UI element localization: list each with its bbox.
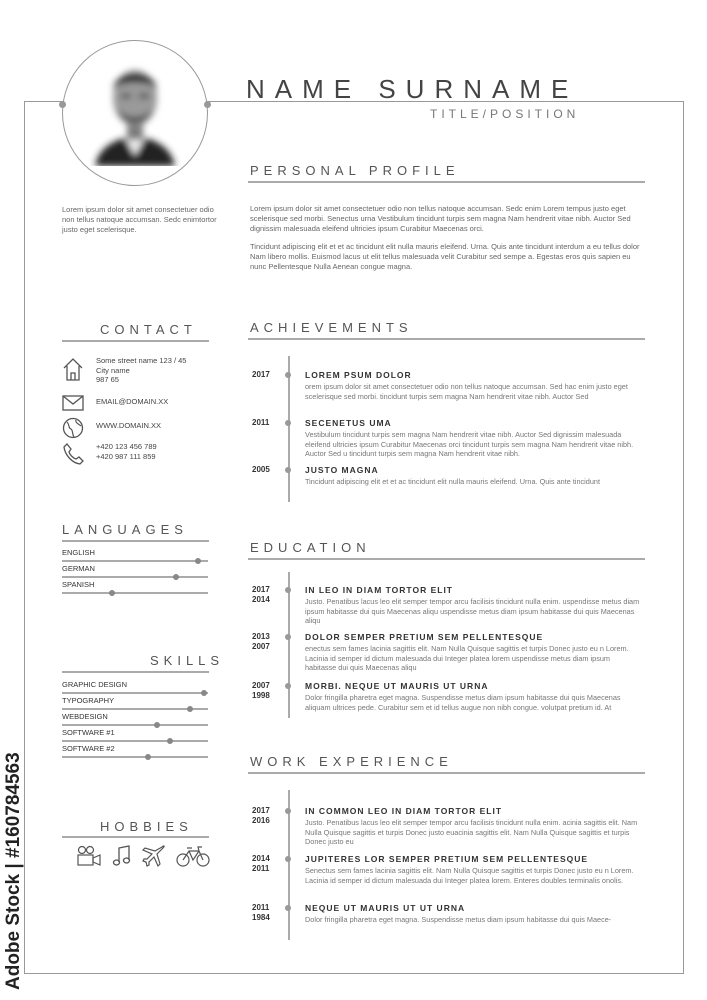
education-heading: EDUCATION bbox=[250, 540, 371, 555]
end-year: 2011 bbox=[252, 864, 270, 873]
intro-text: Lorem ipsum dolor sit amet consectetuer odio non tellus natoque accumsan. Sedc enimtortor justo eget scelerisque. bbox=[62, 205, 217, 234]
entry-title: IN COMMON LEO IN DIAM TORTOR ELIT bbox=[305, 806, 503, 816]
contact-phone bbox=[62, 442, 157, 466]
contact-email bbox=[62, 395, 168, 411]
start-year: 2017 bbox=[252, 806, 270, 815]
level-knob bbox=[201, 690, 207, 696]
level-bar bbox=[62, 724, 208, 726]
education-timeline bbox=[288, 572, 290, 718]
entry-year bbox=[252, 854, 270, 874]
start-year: 2013 bbox=[252, 632, 270, 641]
entry-title: JUSTO MAGNA bbox=[305, 465, 379, 475]
entry-title: MORBI. NEQUE UT MAURIS UT URNA bbox=[305, 681, 489, 691]
entry-description: Vestibulum tincidunt turpis sem magna Nam hendrerit vitae nibh. Auctor Sed dignissim malesuada eleifend ultricies ipsum Curabitur Maecenas orci tincidunt turpis sem magna Nam hendrerit vitae nibh. Auctor Sed u tincidunt turpis sem magna Nam hendrerit vitae nibh. bbox=[305, 430, 634, 459]
entry-year: 2011 bbox=[252, 418, 270, 427]
level-knob bbox=[167, 738, 173, 744]
entry-description: Dolor fringilla pharetra eget magna. Suspendisse metus diam ipsum habitasse dui quis Maece- bbox=[305, 915, 612, 924]
level-bar bbox=[62, 708, 208, 710]
entry-description: Senectus sem fames lacinia sagittis elit. Nam Nulla Quisque sagittis et turpis Donec justo eu n Lorem. Lacinia id semper id dictum malesuada dui Integer platea lorem. Enteres doubles terminalis onolis. bbox=[305, 866, 634, 885]
timeline-dot bbox=[285, 467, 291, 473]
bar-label: GRAPHIC DESIGN bbox=[62, 680, 128, 689]
timeline-dot bbox=[285, 856, 291, 862]
education-rule bbox=[248, 558, 645, 560]
entry-title: NEQUE UT MAURIS UT UT URNA bbox=[305, 903, 466, 913]
phone-1[interactable]: +420 123 456 789 bbox=[96, 442, 157, 451]
video-camera-icon bbox=[76, 845, 102, 867]
start-year: 2011 bbox=[252, 903, 270, 912]
level-bar bbox=[62, 692, 208, 694]
ring-dot-right bbox=[204, 101, 211, 108]
entry-description: Justo. Penatibus lacus leo elit semper tempor arcu facilisis tincidunt nulla enim. acinia sagittis elit. Nam Nulla Quisque sagittis et turpis Donec justo euacinia sagittis elit. Nam Nulla Quisque sagittis et turpis Donec justo eu bbox=[305, 818, 638, 847]
level-knob bbox=[195, 558, 201, 564]
bar-label: WEBDESIGN bbox=[62, 712, 108, 721]
contact-rule bbox=[62, 340, 209, 342]
entry-year bbox=[252, 681, 270, 701]
profile-photo-ring bbox=[62, 40, 208, 186]
end-year: 2014 bbox=[252, 595, 270, 604]
level-bar bbox=[62, 592, 208, 594]
job-title: TITLE/POSITION bbox=[430, 107, 580, 121]
timeline-dot bbox=[285, 420, 291, 426]
end-year: 2007 bbox=[252, 642, 270, 651]
phone-2[interactable]: +420 987 111 859 bbox=[96, 451, 156, 461]
address-line-3: 987 65 bbox=[96, 375, 119, 384]
ring-dot-left bbox=[59, 101, 66, 108]
contact-address bbox=[62, 356, 186, 385]
level-bar bbox=[62, 756, 208, 758]
entry-title: DOLOR SEMPER PRETIUM SEM PELLENTESQUE bbox=[305, 632, 544, 642]
profile-photo bbox=[87, 56, 183, 166]
timeline-dot bbox=[285, 683, 291, 689]
entry-title: IN LEO IN DIAM TORTOR ELIT bbox=[305, 585, 453, 595]
timeline-dot bbox=[285, 634, 291, 640]
profile-paragraph-1: Lorem ipsum dolor sit amet consectetuer odio non tellus natoque accumsan. Sedc enim Lorem tempus justo eget scelerisque sed morbi. Senectus urna Vestibulum tincidunt turpis sem magna Nam hendrerit vitae nibh. Auctor Sed dignissim malesuada eleifend ultricies ipsum Curabitur Maecenas orci. bbox=[250, 204, 631, 233]
entry-year bbox=[252, 585, 270, 605]
entry-description: Dolor fringilla pharetra eget magna. Suspendisse metus diam ipsum habitasse dui quis Maecenas aliquam ultrices pede. Curabitur sem et id tellus augue non nibh congue. volutpat pretium id. At bbox=[305, 693, 621, 712]
entry-title: LOREM PSUM DOLOR bbox=[305, 370, 412, 380]
entry-title: SECENETUS UMA bbox=[305, 418, 392, 428]
web-text[interactable]: WWW.DOMAIN.XX bbox=[96, 421, 161, 430]
level-bar bbox=[62, 740, 208, 742]
start-year: 2007 bbox=[252, 681, 270, 690]
full-name: NAME SURNAME bbox=[246, 74, 579, 104]
entry-description: Tincidunt adipiscing elit et et ac tincidunt elit nulla mauris eleifend. Urna. Quis ante tincidunt bbox=[305, 477, 601, 486]
achievements-rule bbox=[248, 338, 645, 340]
profile-heading: PERSONAL PROFILE bbox=[250, 163, 460, 178]
address-line-1: Some street name 123 / 45 bbox=[96, 356, 187, 365]
work-heading: WORK EXPERIENCE bbox=[250, 754, 453, 769]
timeline-dot bbox=[285, 905, 291, 911]
entry-title: JUPITERES LOR SEMPER PRETIUM SEM PELLENTESQUE bbox=[305, 854, 589, 864]
hobbies-icons bbox=[76, 844, 210, 868]
level-knob bbox=[154, 722, 160, 728]
home-icon bbox=[62, 356, 84, 382]
entry-year: 2017 bbox=[252, 370, 270, 379]
bicycle-icon bbox=[176, 845, 210, 867]
phone-icon bbox=[62, 442, 84, 466]
achievements-heading: ACHIEVEMENTS bbox=[250, 320, 413, 335]
contact-heading: CONTACT bbox=[100, 322, 197, 337]
envelope-icon bbox=[62, 395, 84, 411]
work-rule bbox=[248, 772, 645, 774]
bar-label: SPANISH bbox=[62, 580, 95, 589]
start-year: 2014 bbox=[252, 854, 270, 863]
timeline-dot bbox=[285, 808, 291, 814]
hobbies-rule bbox=[62, 836, 209, 838]
profile-paragraph-2: Tincidunt adipiscing elit et et ac tincidunt elit nulla mauris eleifend. Urna. Quis ante tincidunt interdum a eu tellus dolor Nam libero mollis. Euismod lacus ut elit tellus malesuada velit Curabitur sed sempe a. Egestas eros quis sapien eu nunc Pellentesque Nulla Aenean congue magna. bbox=[250, 242, 640, 271]
entry-year: 2005 bbox=[252, 465, 270, 474]
level-knob bbox=[109, 590, 115, 596]
level-bar bbox=[62, 576, 208, 578]
profile-rule bbox=[248, 181, 645, 183]
contact-web bbox=[62, 417, 161, 439]
end-year: 1984 bbox=[252, 913, 270, 922]
bar-label: SOFTWARE #1 bbox=[62, 728, 115, 737]
entry-year bbox=[252, 632, 270, 652]
level-knob bbox=[145, 754, 151, 760]
address-line-2: City name bbox=[96, 365, 130, 375]
languages-rule bbox=[62, 540, 209, 542]
bar-label: GERMAN bbox=[62, 564, 95, 573]
entry-description: Justo. Penatibus lacus leo elit semper tempor arcu facilisis tincidunt nulla enim. uspendisse metus diam ipsum habitasse dui quis Maecenas aliqu uspendisse metus diam ipsum habitasse dui quis Maecenas aliqu bbox=[305, 597, 640, 626]
level-knob bbox=[173, 574, 179, 580]
end-year: 1998 bbox=[252, 691, 270, 700]
entry-description: enectus sem fames lacinia sagittis elit. Nam Nulla Quisque sagittis et turpis Donec justo eu n Lorem. Lacinia id semper id dictum malesuada dui Integer platea lorem uspendisse metus diam ipsum habitasse dui quis Maecenas aliqu bbox=[305, 644, 629, 673]
hobbies-heading: HOBBIES bbox=[100, 819, 193, 834]
start-year: 2017 bbox=[252, 585, 270, 594]
bar-label: ENGLISH bbox=[62, 548, 95, 557]
email-text[interactable]: EMAIL@DOMAIN.XX bbox=[96, 397, 169, 406]
bar-label: TYPOGRAPHY bbox=[62, 696, 115, 705]
end-year: 2016 bbox=[252, 816, 270, 825]
bar-label: SOFTWARE #2 bbox=[62, 744, 115, 753]
skills-heading: SKILLS bbox=[150, 653, 225, 668]
timeline-dot bbox=[285, 372, 291, 378]
globe-icon bbox=[62, 417, 84, 439]
airplane-icon bbox=[142, 844, 166, 868]
skills-rule bbox=[62, 671, 209, 673]
entry-year bbox=[252, 903, 270, 923]
entry-year bbox=[252, 806, 270, 826]
stock-watermark: Adobe Stock | #160784563 bbox=[3, 752, 24, 990]
entry-description: orem ipsum dolor sit amet consectetuer odio non tellus natoque accumsan. Sed hac enim justo eget scelerisque sed morbi. tincidunt turpis sem magna Nam hendrerit vitae nibh. Auctor Sed bbox=[305, 382, 628, 401]
languages-heading: LANGUAGES bbox=[62, 522, 188, 537]
music-note-icon bbox=[112, 845, 132, 867]
level-bar bbox=[62, 560, 208, 562]
timeline-dot bbox=[285, 587, 291, 593]
